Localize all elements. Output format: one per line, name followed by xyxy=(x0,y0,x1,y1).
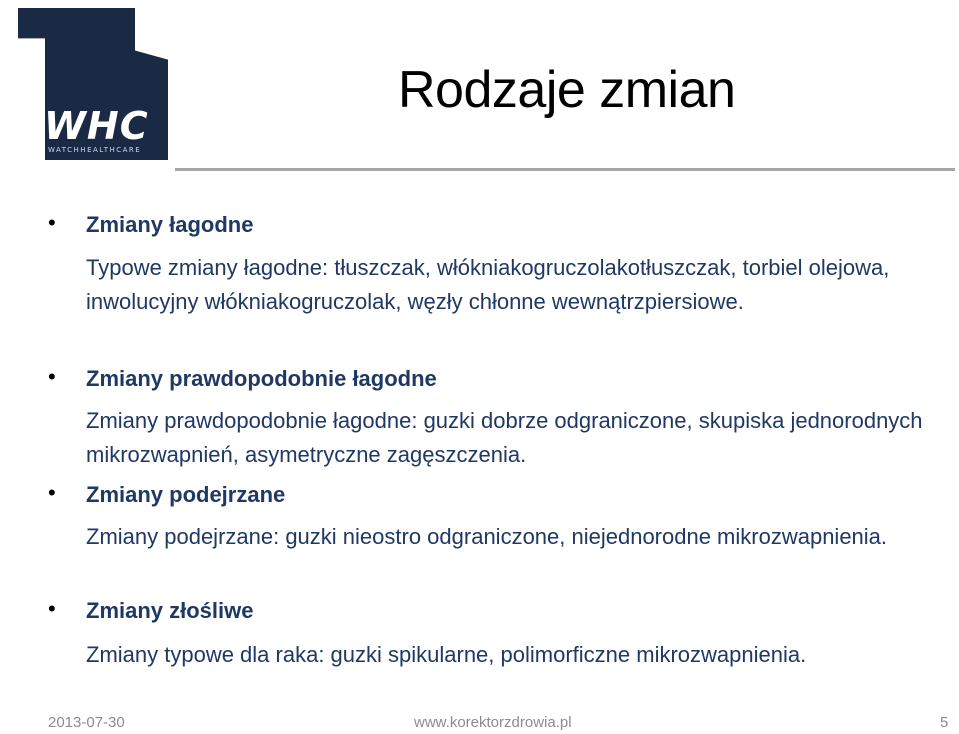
bullet-icon: • xyxy=(48,210,56,235)
bullet-icon: • xyxy=(48,480,56,505)
section-heading-benign: Zmiany łagodne xyxy=(86,212,254,237)
footer-page-number: 5 xyxy=(940,714,949,731)
section-heading-probably-benign: Zmiany prawdopodobnie łagodne xyxy=(86,366,437,391)
footer-date: 2013-07-30 xyxy=(48,714,125,731)
bullet-icon: • xyxy=(48,364,56,389)
logo xyxy=(0,0,180,168)
section-heading-suspicious: Zmiany podejrzane xyxy=(86,482,286,507)
logo-mark: WHC xyxy=(44,104,149,148)
logo-tagline: WATCHHEALTHCARE xyxy=(48,146,142,154)
section-text-suspicious: Zmiany podejrzane: guzki nieostro odgraniczone, niejednorodne mikrozwapnienia. xyxy=(86,524,888,549)
bullet-icon: • xyxy=(48,596,56,621)
section-heading-malignant: Zmiany złośliwe xyxy=(86,598,254,623)
page-title: Rodzaje zmian xyxy=(398,61,736,119)
section-text-probably-benign: Zmiany prawdopodobnie łagodne: guzki dobrze odgraniczone, skupiska jednorodnych mikrozwapnień, asymetryczne zagęszczenia. xyxy=(86,408,923,467)
footer-website[interactable]: www.korektorzdrowia.pl xyxy=(414,714,572,731)
section-text-benign: Typowe zmiany łagodne: tłuszczak, włókniakogruczolakotłuszczak, torbiel olejowa, inwolucyjny włókniakogruczolak, węzły chłonne wewnątrzpiersiowe. xyxy=(86,255,890,314)
title-divider xyxy=(175,168,955,171)
section-text-malignant: Zmiany typowe dla raka: guzki spikularne, polimorficzne mikrozwapnienia. xyxy=(86,642,807,667)
